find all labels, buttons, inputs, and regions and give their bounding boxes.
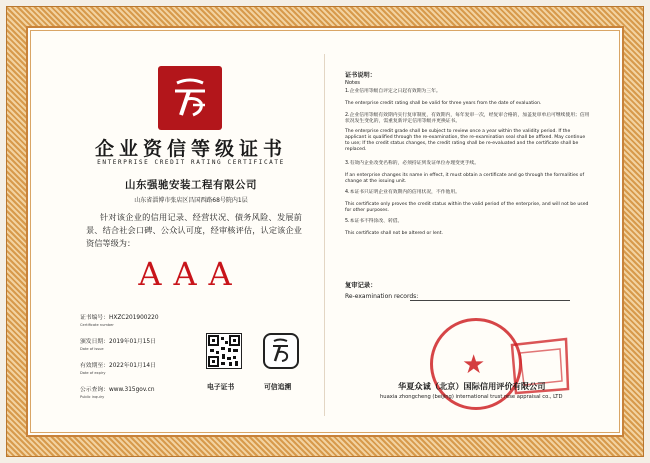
inquiry-label: 公示查询： [80, 387, 109, 393]
note-2-cn: 2.企业信用等级有效期内实行复审制度，有效期内，每年复审一次，经复审合格的，加盖复审单后可继续使用；信用状况发生变化的，需重复新评定信用等级并更换证书。 [345, 113, 590, 124]
note-1-cn: 1.企业信用等级自评定之日起有效期为三年。 [345, 89, 441, 94]
cert-number-label: 证书编号： [80, 315, 109, 321]
cert-number-en: Certificate number [80, 323, 114, 327]
expiry-date-en: Date of expiry [80, 371, 106, 375]
company-name: 山东强驰安装工程有限公司 [125, 179, 257, 191]
notes-heading: 证书说明： [345, 72, 376, 79]
inquiry-block [80, 387, 155, 401]
review-heading-en: Re-examination records: [345, 293, 419, 300]
notes-heading-en: Notes [345, 80, 360, 86]
note-1-en: The enterprise credit rating shall be valid for three years from the date of evaluation. [345, 101, 542, 106]
review-record-line [410, 300, 570, 301]
qr-code-icon[interactable] [206, 333, 242, 369]
note-4-cn: 4.本证书只证明企业有效期内的信用状况，不作他用。 [345, 190, 460, 195]
cert-number: HXZC201900220 [109, 315, 159, 321]
review-heading: 复审记录： [345, 282, 377, 289]
note-5-en: This certificate shall not be altered or lent. [345, 231, 443, 236]
credit-grade: AAA [138, 255, 244, 293]
note-5-cn: 5.本证书不得涂改、转借。 [345, 219, 403, 224]
inquiry-en: Public inquiry [80, 395, 105, 399]
issue-date-en: Date of issue [80, 347, 104, 351]
note-3-cn: 3.有效内企业改变名称的，必须持证到发证单位办理变更手续。 [345, 161, 480, 166]
issuer-name: 华夏众诚（北京）国际信用评价有限公司 [398, 381, 546, 391]
expiry-date: 2022年01月14日 [109, 363, 156, 369]
certificate-title: 企业资信等级证书 [94, 138, 287, 160]
issue-date-block [80, 339, 156, 353]
seal-star-icon: ★ [462, 350, 486, 380]
trace-seal-icon[interactable] [263, 333, 299, 369]
page-divider [324, 54, 325, 416]
issuer-name-en: huaxia zhongcheng (beijing) international trust rese appraisal co., LTD [380, 394, 563, 400]
evaluation-paragraph: 针对该企业的信用记录、经营状况、债务风险、发展前景、结合社会口碑、公众认可度，经审核评估，认定该企业资信等级为： [86, 212, 302, 248]
credit-logo-icon [158, 66, 222, 130]
note-4-en: This certificate only proves the credit status within the valid period of the enterprise, and will not be used for other purposes. [345, 202, 589, 213]
issue-date-label: 颁发日期： [80, 339, 109, 345]
qr-caption: 电子证书 [207, 383, 235, 391]
company-address: 山东省淄博市张店区昌国西路68号院内1层 [134, 197, 248, 204]
certificate-title-en: ENTERPRISE CREDIT RATING CERTIFICATE [97, 159, 285, 166]
cert-number-block [80, 315, 159, 329]
inquiry-url[interactable]: www.315gov.cn [109, 387, 155, 393]
trace-caption: 可信追溯 [264, 383, 292, 391]
note-3-en: If an enterprise changes its name in effect, it must obtain a certificate and go through the formalities of change at the issuing unit. [345, 173, 585, 184]
expiry-date-block [80, 363, 156, 377]
issue-date: 2019年01月15日 [109, 339, 156, 345]
expiry-date-label: 有效期至： [80, 363, 109, 369]
note-2-en: The enterprise credit grade shall be subject to review once a year within the validity period. If the applicant is qualified through the re-examination, the re-examination seal shall be affixed. May continue to use; If the credit status changes, the credit rating shall be re-evaluated and the certificate shall be replaced. [345, 129, 586, 152]
